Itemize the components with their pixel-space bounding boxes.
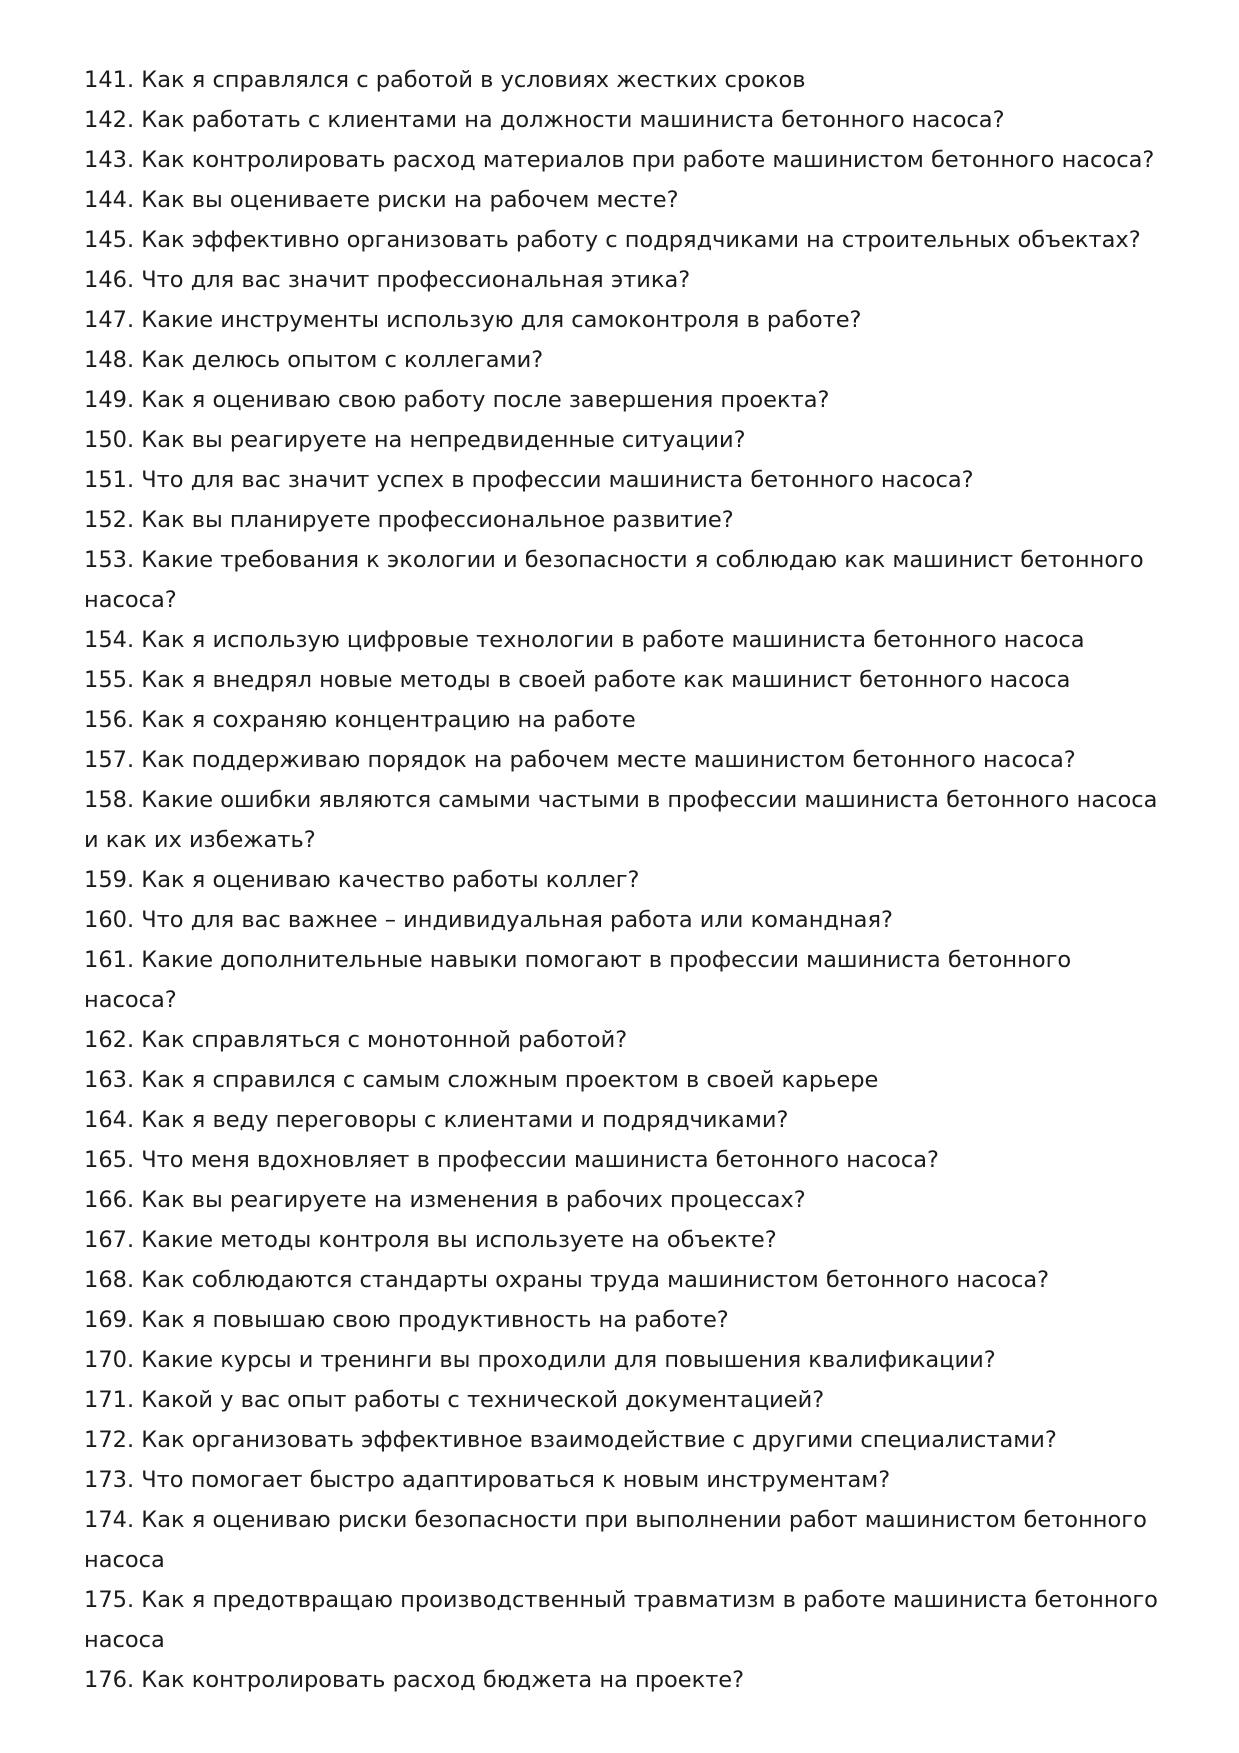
question-item: 151. Что для вас значит успех в профессии машиниста бетонного насоса? (84, 467, 974, 493)
question-item: 164. Как я веду переговоры с клиентами и подрядчиками? (84, 1107, 789, 1133)
question-item: 174. Как я оцениваю риски безопасности при выполнении работ машинистом бетонного насоса (84, 1507, 1147, 1573)
question-item: 158. Какие ошибки являются самыми частыми в профессии машиниста бетонного насоса и как их избежать? (84, 787, 1158, 853)
question-item: 156. Как я сохраняю концентрацию на работе (84, 707, 636, 733)
question-item: 165. Что меня вдохновляет в профессии машиниста бетонного насоса? (84, 1147, 939, 1173)
question-item: 163. Как я справился с самым сложным проектом в своей карьере (84, 1067, 879, 1093)
question-item: 157. Как поддерживаю порядок на рабочем месте машинистом бетонного насоса? (84, 747, 1076, 773)
question-item: 169. Как я повышаю свою продуктивность на работе? (84, 1307, 729, 1333)
question-item: 162. Как справляться с монотонной работой? (84, 1027, 628, 1053)
question-item: 142. Как работать с клиентами на должности машиниста бетонного насоса? (84, 107, 1005, 133)
question-item: 176. Как контролировать расход бюджета на проекте? (84, 1667, 745, 1693)
question-item: 172. Как организовать эффективное взаимодействие с другими специалистами? (84, 1427, 1057, 1453)
question-item: 145. Как эффективно организовать работу с подрядчиками на строительных объектах? (84, 227, 1141, 253)
question-item: 153. Какие требования к экологии и безопасности я соблюдаю как машинист бетонного насоса? (84, 547, 1144, 613)
question-item: 152. Как вы планируете профессиональное развитие? (84, 507, 734, 533)
question-item: 149. Как я оцениваю свою работу после завершения проекта? (84, 387, 830, 413)
question-item: 160. Что для вас важнее – индивидуальная работа или командная? (84, 907, 893, 933)
question-item: 167. Какие методы контроля вы используете на объекте? (84, 1227, 777, 1253)
question-item: 171. Какой у вас опыт работы с технической документацией? (84, 1387, 825, 1413)
question-item: 166. Как вы реагируете на изменения в рабочих процессах? (84, 1187, 806, 1213)
question-item: 175. Как я предотвращаю производственный травматизм в работе машиниста бетонного насоса (84, 1587, 1158, 1653)
question-item: 150. Как вы реагируете на непредвиденные ситуации? (84, 427, 746, 453)
question-item: 155. Как я внедрял новые методы в своей работе как машинист бетонного насоса (84, 667, 1071, 693)
question-item: 173. Что помогает быстро адаптироваться к новым инструментам? (84, 1467, 891, 1493)
question-item: 154. Как я использую цифровые технологии в работе машиниста бетонного насоса (84, 627, 1085, 653)
question-item: 170. Какие курсы и тренинги вы проходили для повышения квалификации? (84, 1347, 996, 1373)
question-item: 159. Как я оцениваю качество работы коллег? (84, 867, 640, 893)
question-item: 141. Как я справлялся с работой в условиях жестких сроков (84, 67, 806, 93)
question-item: 148. Как делюсь опытом с коллегами? (84, 347, 544, 373)
question-item: 146. Что для вас значит профессиональная этика? (84, 267, 691, 293)
question-item: 161. Какие дополнительные навыки помогают в профессии машиниста бетонного насоса? (84, 947, 1072, 1013)
question-item: 144. Как вы оцениваете риски на рабочем месте? (84, 187, 679, 213)
question-item: 147. Какие инструменты использую для самоконтроля в работе? (84, 307, 862, 333)
question-item: 143. Как контролировать расход материалов при работе машинистом бетонного насоса? (84, 147, 1155, 173)
question-list (84, 60, 1164, 1700)
question-item: 168. Как соблюдаются стандарты охраны труда машинистом бетонного насоса? (84, 1267, 1050, 1293)
